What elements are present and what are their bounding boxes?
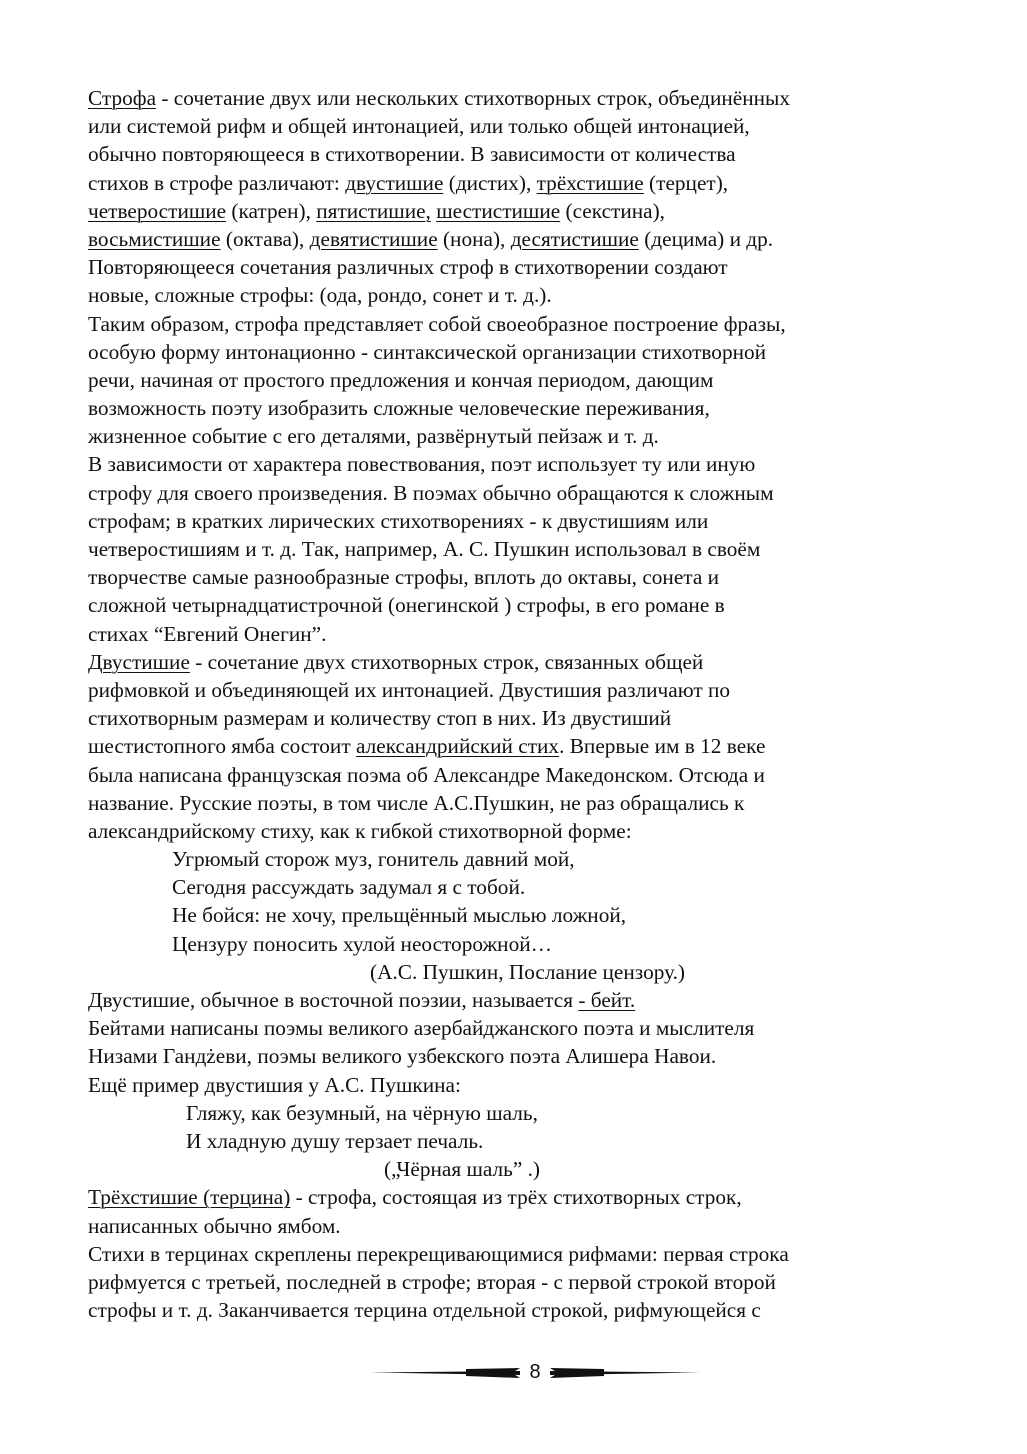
text-line: четверостишиям и т. д. Так, например, А. С. Пушкин использовал в своём xyxy=(88,537,761,561)
page-text xyxy=(88,84,948,1324)
term-tryokhstishie: трёхстишие xyxy=(536,170,644,195)
verse-line: Гляжу, как безумный, на чёрную шаль, xyxy=(186,1100,538,1125)
text-line: строфу для своего произведения. В поэмах обычно обращаются к сложным xyxy=(88,480,774,505)
text-line: Трёхстишие (терцина) - строфа, состоящая из трёх стихотворных строк, xyxy=(88,1185,742,1210)
text-line: творчестве самые разнообразные строфы, вплоть до октавы, сонета и xyxy=(88,565,720,590)
text-line: речи, начиная от простого предложения и кончая периодом, дающим xyxy=(88,367,714,392)
text-line: В зависимости от характера повествования, поэт использует ту или иную xyxy=(88,452,756,477)
verse-line: Цензуру поносить хулой неосторожной… xyxy=(172,931,552,956)
text-line: Низами Гандżеви, поэмы великого узбекского поэта Алишера Навои. xyxy=(88,1044,717,1069)
text-line: Бейтами написаны поэмы великого азербайджанского поэта и мыслителя xyxy=(88,1016,755,1041)
verse-source: („Чёрная шаль” .) xyxy=(384,1157,541,1182)
text-line: восьмистишие (октава), девятистишие (нона), десятистишие (децима) и др. xyxy=(88,226,774,251)
text-line: Повторяющееся сочетания различных строф в стихотворении создают xyxy=(88,255,728,280)
text-line: шестистопного ямба состоит александрийский стих. Впервые им в 12 веке xyxy=(88,734,766,759)
term-chetverostishie: четверостишие xyxy=(88,198,227,223)
text-line: написанных обычно ямбом. xyxy=(88,1213,341,1238)
ornament-right-wedge xyxy=(550,1368,604,1378)
text-line: была написана французская поэма об Александре Македонском. Отсюда и xyxy=(88,762,765,787)
text-line: строфам; в кратких лирических стихотворениях - к двустишиям или xyxy=(88,508,709,533)
text-line: Таким образом, строфа представляет собой своеобразное построение фразы, xyxy=(88,311,786,336)
text-line: четверостишие (катрен), пятистишие, шестистишие (секстина), xyxy=(88,198,665,223)
text-line: рифмуется с третьей, последней в строфе; вторая - с первой строкой второй xyxy=(88,1269,776,1294)
verse-line: Угрюмый сторож муз, гонитель давний мой, xyxy=(172,847,575,872)
text-line: или системой рифм и общей интонацией, или только общей интонацией, xyxy=(88,114,750,139)
text-line: сложной четырнадцатистрочной (онегинской ) строфы, в его романе в xyxy=(88,593,725,618)
term-dvustishie: двустишие xyxy=(345,170,444,195)
term-dvustishie-heading: Двустишие xyxy=(88,649,190,674)
term-desyatistishie: десятистишие xyxy=(510,226,639,251)
text-line: Двустишие - сочетание двух стихотворных строк, связанных общей xyxy=(88,649,704,674)
text-line: рифмовкой и объединяющей их интонацией. Двустишия различают по xyxy=(88,677,730,702)
text-line: новые, сложные строфы: (ода, рондо, сонет и т. д.). xyxy=(88,283,552,308)
term-beyt: - бейт. xyxy=(578,988,636,1012)
verse-line: Не бойся: не хочу, прельщённый мыслью ложной, xyxy=(172,903,627,928)
text-line: стихотворным размерам и количеству стоп в них. Из двустиший xyxy=(88,706,672,731)
text-line: строфы и т. д. Заканчивается терцина отдельной строкой, рифмующейся с xyxy=(88,1298,761,1323)
text-line: Стихи в терцинах скреплены перекрещивающимися рифмами: первая строка xyxy=(88,1241,789,1266)
term-vosmistishie: восьмистишие xyxy=(88,226,221,251)
text-line: александрийскому стиху, как к гибкой стихотворной форме: xyxy=(88,818,632,843)
text-line: стихов в строфе различают: двустишие (дистих), трёхстишие (терцет), xyxy=(88,170,729,195)
text-line: Двустишие, обычное в восточной поэзии, называется - бейт. xyxy=(88,988,636,1012)
text-line: жизненное событие с его деталями, развёрнутый пейзаж и т. д. xyxy=(88,424,659,449)
text-line: Строфа - сочетание двух или нескольких стихотворных строк, объединённых xyxy=(88,86,790,110)
text-line: особую форму интонационно - синтаксической организации стихотворной xyxy=(88,339,767,364)
text-line: обычно повторяющееся в стихотворении. В зависимости от количества xyxy=(88,142,736,167)
term-strofa: Строфа xyxy=(88,86,157,110)
page-number: 8 xyxy=(529,1361,541,1383)
text-line: название. Русские поэты, в том числе А.С.Пушкин, не раз обращались к xyxy=(88,790,745,815)
term-tertsina: Трёхстишие (терцина) xyxy=(88,1185,291,1210)
term-pyatistishie: пятистишие, xyxy=(316,198,431,223)
verse-line: И хладную душу терзает печаль. xyxy=(186,1128,484,1153)
verse-source: (А.С. Пушкин, Послание цензору.) xyxy=(370,959,686,984)
verse-line: Сегодня рассуждать задумал я с тобой. xyxy=(172,875,526,900)
term-shestistishie: шестистишие xyxy=(436,198,561,223)
page-footer xyxy=(370,1358,700,1388)
text-line: Ещё пример двустишия у А.С. Пушкина: xyxy=(88,1072,461,1097)
term-aleksandriyskiy-stikh: александрийский стих xyxy=(355,734,560,759)
text-line: возможность поэту изобразить сложные человеческие переживания, xyxy=(88,396,710,421)
text-line: стихах “Евгений Онегин”. xyxy=(88,621,327,646)
ornament-left-wedge xyxy=(466,1368,520,1378)
term-devyatistishie: девятистишие xyxy=(309,226,438,251)
